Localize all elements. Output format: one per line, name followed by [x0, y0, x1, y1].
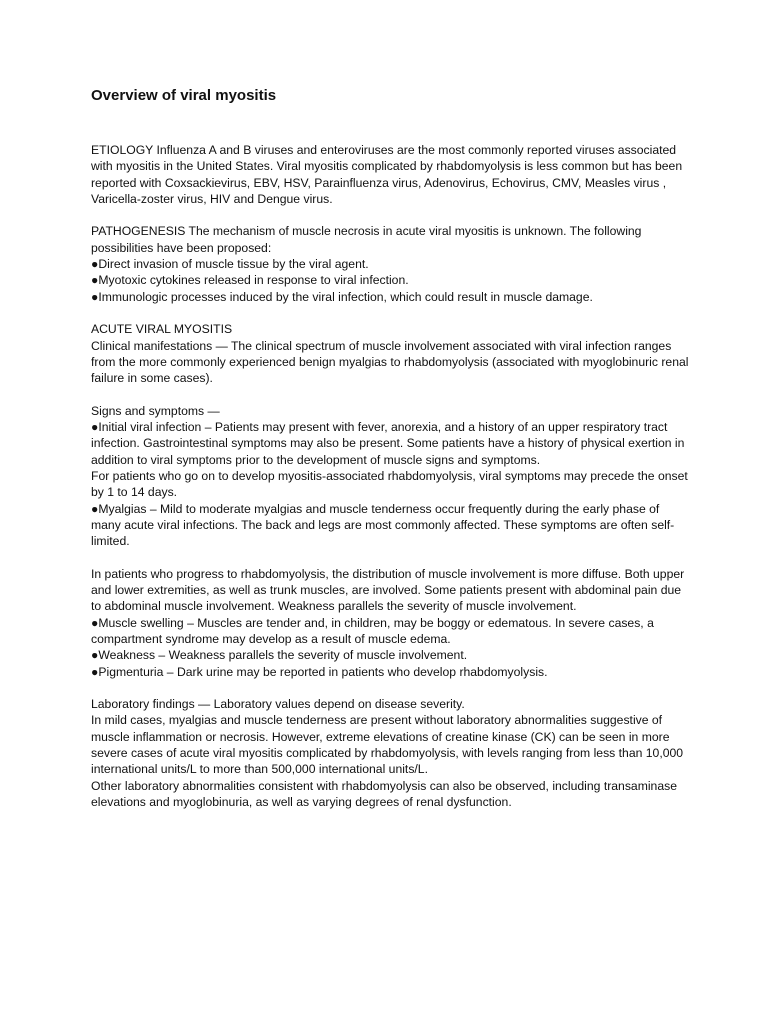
list-item: ●Muscle swelling – Muscles are tender and, in children, may be boggy or edematous. In severe cases, a compartment syndrome may develop as a result of muscle edema. — [91, 615, 654, 646]
spacer — [91, 305, 691, 321]
spacer — [91, 549, 691, 565]
body-paragraph: In mild cases, myalgias and muscle tenderness are present without laboratory abnormalities suggestive of muscle inflammation or necrosis. However, extreme elevations of creatine kinase (CK) can be seen in more severe cases of acute viral myositis complicated by rhabdomyolysis, with levels ranging from less than 10,000 international units/L to more than 500,000 international units/L. — [91, 713, 684, 777]
body-paragraph: Other laboratory abnormalities consistent with rhabdomyolysis can also be observed, including transaminase elevations and myoglobinuria, as well as varying degrees of renal dysfunction. — [91, 778, 677, 809]
document-title: Overview of viral myositis — [91, 87, 277, 104]
section-heading: Signs and symptoms — — [91, 403, 220, 418]
clinical-manifestations-paragraph: Clinical manifestations — The clinical spectrum of muscle involvement associated with viral infection ranges from the more commonly experienced benign myalgias to rhabdomyolysis (associated with myoglobinuric renal failure in some cases). — [91, 338, 689, 386]
list-item: ●Direct invasion of muscle tissue by the viral agent. — [91, 257, 369, 272]
list-item: ●Immunologic processes induced by the viral infection, which could result in muscle damage. — [91, 289, 593, 304]
list-item: ●Pigmenturia – Dark urine may be reported in patients who develop rhabdomyolysis. — [91, 664, 548, 679]
list-item: ●Myotoxic cytokines released in response to viral infection. — [91, 273, 409, 288]
document-page — [91, 86, 691, 810]
spacer — [91, 207, 691, 223]
list-item: ●Initial viral infection – Patients may present with fever, anorexia, and a history of an upper respiratory tract infection. Gastrointestinal symptoms may also be present. Some patients have a history of physical exertion in addition to viral symptoms prior to the development of muscle signs and symptoms. — [91, 420, 685, 467]
body-paragraph: In patients who progress to rhabdomyolysis, the distribution of muscle involvement is more diffuse. Both upper and lower extremities, as well as trunk muscles, are involved. Some patients present with abdominal pain due to abdominal muscle involvement. Weakness parallels the severity of muscle involvement. — [91, 566, 685, 614]
list-item: ●Weakness – Weakness parallels the severity of muscle involvement. — [91, 648, 468, 663]
spacer — [91, 680, 691, 696]
body-paragraph: For patients who go on to develop myositis-associated rhabdomyolysis, viral symptoms may precede the onset by 1 to 14 days. — [91, 468, 688, 500]
pathogenesis-paragraph: PATHOGENESIS The mechanism of muscle necrosis in acute viral myositis is unknown. The following possibilities have been proposed: — [91, 224, 642, 255]
spacer — [91, 386, 691, 402]
section-heading: ACUTE VIRAL MYOSITIS — [91, 322, 233, 337]
etiology-paragraph: ETIOLOGY Influenza A and B viruses and enteroviruses are the most commonly reported viruses associated with myositis in the United States. Viral myositis complicated by rhabdomyolysis is less common but has been reported with Coxsackievirus, EBV, HSV, Parainfluenza virus, Adenovirus, Echovirus, CMV, Measles virus , Varicella-zoster virus, HIV and Dengue virus. — [91, 143, 683, 206]
section-heading: Laboratory findings — Laboratory values depend on disease severity. — [91, 697, 465, 712]
list-item: ●Myalgias – Mild to moderate myalgias and muscle tenderness occur frequently during the early phase of many acute viral infections. The back and legs are most commonly affected. These symptoms are often self-limited. — [91, 501, 675, 549]
